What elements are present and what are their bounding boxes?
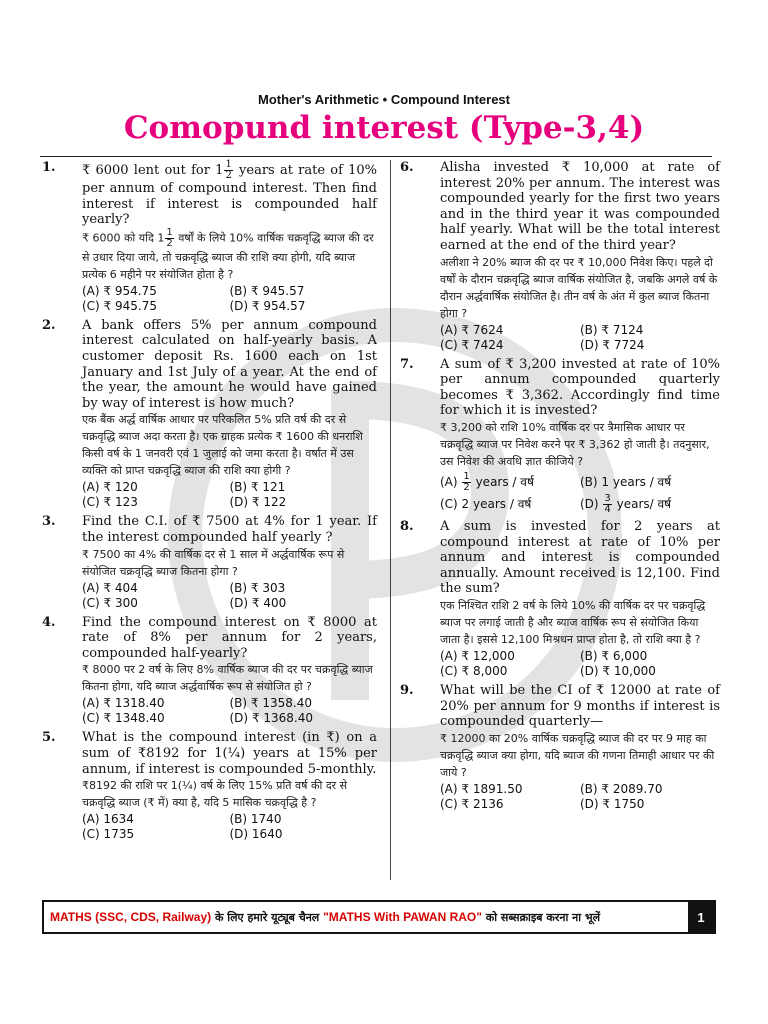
question-text-hi: ₹ 8000 पर 2 वर्ष के लिए 8% वार्षिक ब्याज की दर पर चक्रवृद्धि ब्याज कितना होगा, यदि ब्याज अर्द्धवार्षिक रूप से संयोजित हो ?	[82, 663, 373, 694]
question-number: 6.	[400, 160, 414, 175]
option-b[interactable]: (B) ₹ 2089.70	[580, 781, 663, 796]
question-text-en: Find the C.I. of ₹ 7500 at 4% for 1 year. If the interest compounded half yearly ?	[82, 514, 377, 545]
question-number: 5.	[42, 730, 56, 746]
question-5	[42, 730, 377, 842]
option-a[interactable]: (A) ₹ 1318.40	[82, 696, 165, 711]
option-a[interactable]: (A) ₹ 404	[82, 580, 138, 595]
question-text-en: Find the compound interest on ₹ 8000 at rate of 8% per annum for 2 years, compounded half-yearly?	[82, 614, 377, 661]
option-d[interactable]	[580, 493, 720, 515]
option-b[interactable]: (B) 1 years / वर्ष	[580, 474, 672, 489]
question-number: 7.	[400, 356, 414, 372]
title-rule	[40, 156, 712, 157]
question-6	[400, 160, 720, 353]
option-text: (A)	[440, 474, 462, 489]
option-c[interactable]: (C) ₹ 7424	[440, 337, 504, 352]
fraction-den: 2	[463, 481, 470, 493]
question-number: 1.	[42, 160, 56, 175]
option-a[interactable]	[440, 471, 580, 493]
running-header: Mother's Arithmetic • Compound Interest	[257, 92, 510, 107]
option-d[interactable]: (D) ₹ 1368.40	[229, 711, 313, 726]
question-text-part: ₹ 6000 को यदि 1	[82, 231, 165, 245]
fraction-num: 1	[463, 470, 470, 482]
question-text-hi	[82, 228, 377, 283]
option-a[interactable]: (A) ₹ 120	[82, 480, 138, 495]
option-d[interactable]: (D) ₹ 400	[229, 595, 287, 610]
question-text-hi: ₹ 3,200 को राशि 10% वार्षिक दर पर त्रैमासिक आधार पर चक्रवृद्धि ब्याज पर निवेश करने पर ₹ 3,362 हो जाती है। तदनुसार, उस निवेश की अवधि ज्ञात कीजिये ?	[440, 420, 710, 468]
fraction	[603, 494, 611, 515]
option-text: years/ वर्ष	[612, 496, 672, 511]
question-text-hi: एक बैंक अर्द्ध वार्षिक आधार पर परिकलित 5% प्रति वर्ष की दर से चक्रवृद्धि ब्याज अदा करता है। एक ग्राहक प्रत्येक ₹ 1600 की धनराशि किसी वर्ष के 1 जनवरी एवं 1 जुलाई को जमा करता है। वर्षांत में उस व्यक्ति को प्राप्त चक्रवृद्धि ब्याज की राशि क्या होगी ?	[82, 413, 363, 478]
option-c[interactable]: (C) ₹ 300	[82, 595, 138, 610]
option-a[interactable]: (A) 1634	[82, 812, 134, 827]
footer-channel[interactable]: "MATHS With PAWAN RAO"	[323, 909, 482, 924]
options	[440, 649, 720, 679]
option-a[interactable]: (A) ₹ 7624	[440, 322, 504, 337]
option-d[interactable]: (D) ₹ 10,000	[580, 663, 656, 678]
fraction-den: 4	[604, 503, 611, 515]
question-text-en: What will be the CI of ₹ 12000 at rate of 20% per annum for 9 months if interest is compounded quarterly—	[440, 682, 720, 730]
question-3	[42, 514, 377, 610]
question-text-hi: ₹ 7500 का 4% की वार्षिक दर से 1 साल में अर्द्धवार्षिक रूप से संयोजित चक्रवृद्धि ब्याज कितना होगा ?	[82, 547, 345, 578]
footer-part-4: को सब्सक्राइब करना ना भूलें	[481, 910, 601, 924]
option-a[interactable]: (A) ₹ 1891.50	[440, 781, 523, 796]
option-b[interactable]: (B) ₹ 6,000	[580, 648, 648, 663]
options	[82, 480, 377, 510]
question-text-en: A sum of ₹ 3,200 invested at rate of 10% per annum compounded quarterly becomes ₹ 3,362. Accordingly find time for which it is invested?	[440, 356, 720, 419]
question-number: 2.	[42, 317, 56, 333]
option-d[interactable]: (D) ₹ 1750	[580, 796, 645, 811]
question-number: 8.	[400, 518, 414, 534]
option-c[interactable]: (C) ₹ 2136	[440, 796, 504, 811]
option-b[interactable]: (B) ₹ 945.57	[229, 283, 305, 298]
left-column	[42, 160, 377, 846]
options	[82, 581, 377, 611]
question-4	[42, 615, 377, 727]
fraction	[165, 228, 173, 249]
footer-text	[44, 910, 688, 925]
option-d[interactable]: (D) 1640	[229, 827, 283, 842]
options	[82, 284, 377, 314]
question-text-hi: ₹ 12000 का 20% वार्षिक चक्रवृद्धि ब्याज की दर पर 9 माह का चक्रवृद्धि ब्याज क्या होगा, यदि ब्याज की गणना तिमाही आधार पर की जाये ?	[440, 731, 715, 779]
question-text-part: years at rate of 10% per annum of compound interest. Then find interest if interest is compounded half yearly?	[82, 163, 377, 228]
option-c[interactable]: (C) ₹ 8,000	[440, 663, 508, 678]
options	[82, 696, 377, 726]
question-number: 3.	[42, 514, 56, 530]
question-text-en: What is the compound interest (in ₹) on a sum of ₹8192 for 1(¼) years at 15% per annum, if interest is compounded 5-monthly.	[82, 730, 377, 777]
option-b[interactable]: (B) ₹ 1358.40	[229, 696, 312, 711]
question-text-en: A bank offers 5% per annum compound interest calculated on half-yearly basis. A customer deposit Rs. 1600 each on 1st January and 1st July of a year. At the end of the year, the amount he would have gained by way of interest is how much?	[82, 317, 377, 411]
option-a[interactable]: (A) ₹ 954.75	[82, 283, 157, 298]
question-text-part: वर्षों के लिये 10% वार्षिक चक्रवृद्धि ब्याज की दर से उधार दिया जाये, तो चक्रवृद्धि ब्याज की राशि क्या होगी, यदि ब्याज प्रत्येक 6 महीने पर संयोजित होता है ?	[82, 231, 374, 281]
options	[440, 471, 720, 515]
right-column	[400, 160, 720, 816]
options	[82, 812, 377, 842]
option-c[interactable]: (C) 1735	[82, 827, 135, 842]
option-d[interactable]: (D) ₹ 122	[229, 495, 287, 510]
option-d[interactable]: (D) ₹ 954.57	[229, 298, 306, 313]
fraction	[462, 472, 470, 493]
question-text-en: Alisha invested ₹ 10,000 at rate of interest 20% per annum. The interest was compounded yearly for the first two years and in the third year it was compounded half yearly. What will be the total interest earned at the end of the third year?	[440, 160, 720, 253]
question-2	[42, 318, 377, 511]
footer-part-1: MATHS (SSC, CDS, Railway)	[50, 909, 212, 924]
options	[440, 782, 720, 812]
fraction-den: 2	[225, 170, 232, 181]
option-text: years / वर्ष	[471, 474, 534, 489]
question-text-part: ₹ 6000 lent out for 1	[82, 163, 224, 178]
option-c[interactable]: (C) ₹ 945.75	[82, 298, 157, 313]
question-number: 4.	[42, 614, 56, 630]
footer-part-2: के लिए हमारे यूट्यूब चैनल	[211, 910, 324, 924]
options	[440, 323, 720, 353]
question-text-en: A sum is invested for 2 years at compound interest at rate of 10% per annum and interest is compounded annually. Amount received is 12,100. Find the sum?	[440, 518, 720, 597]
option-a[interactable]: (A) ₹ 12,000	[440, 648, 515, 663]
question-7	[400, 357, 720, 515]
option-b[interactable]: (B) 1740	[229, 812, 282, 827]
question-text-hi: अलीशा ने 20% ब्याज की दर पर ₹ 10,000 निवेश किए। पहले दो वर्षों के दौरान चक्रवृद्धि ब्याज वार्षिक संयोजित है, जबकि अगले वर्ष के दौरान अर्द्धवार्षिक संयोजित है। तीन वर्ष के अंत में कुल ब्याज कितना होगा ?	[440, 255, 718, 320]
option-b[interactable]: (B) ₹ 121	[229, 480, 286, 495]
page-title: Comopund interest (Type-3,4)	[123, 110, 645, 146]
question-text-hi: ₹8192 की राशि पर 1(¼) वर्ष के लिए 15% प्रति वर्ष की दर से चक्रवृद्धि ब्याज (₹ में) क्या है, यदि 5 मासिक चक्रवृद्धि है ?	[82, 779, 348, 810]
question-9	[400, 683, 720, 812]
question-1	[42, 160, 377, 314]
option-b[interactable]: (B) ₹ 7124	[580, 322, 644, 337]
fraction-den: 2	[166, 237, 173, 249]
option-c[interactable]: (C) 2 years / वर्ष	[440, 496, 532, 511]
fraction-num: 1	[225, 159, 232, 170]
option-b[interactable]: (B) ₹ 303	[229, 580, 286, 595]
option-text: (D)	[580, 496, 603, 511]
fraction-num: 3	[604, 492, 611, 504]
option-d[interactable]: (D) ₹ 7724	[580, 337, 645, 352]
question-8	[400, 519, 720, 679]
column-separator	[390, 160, 391, 880]
question-text-en	[82, 160, 377, 228]
question-text-hi: एक निश्चित राशि 2 वर्ष के लिये 10% की वार्षिक दर पर चक्रवृद्धि ब्याज पर लगाई जाती है और ब्याज वार्षिक रूप से संयोजित किया जाता है। इससे 12,100 मिश्रधन प्राप्त होता है, तो राशि क्या है ?	[440, 598, 706, 646]
option-c[interactable]: (C) ₹ 1348.40	[82, 711, 165, 726]
footer-banner	[42, 900, 716, 934]
page-number: 1	[688, 902, 714, 932]
fraction	[224, 160, 232, 181]
question-number: 9.	[400, 682, 414, 698]
option-c[interactable]: (C) ₹ 123	[82, 495, 138, 510]
fraction-num: 1	[166, 226, 173, 238]
